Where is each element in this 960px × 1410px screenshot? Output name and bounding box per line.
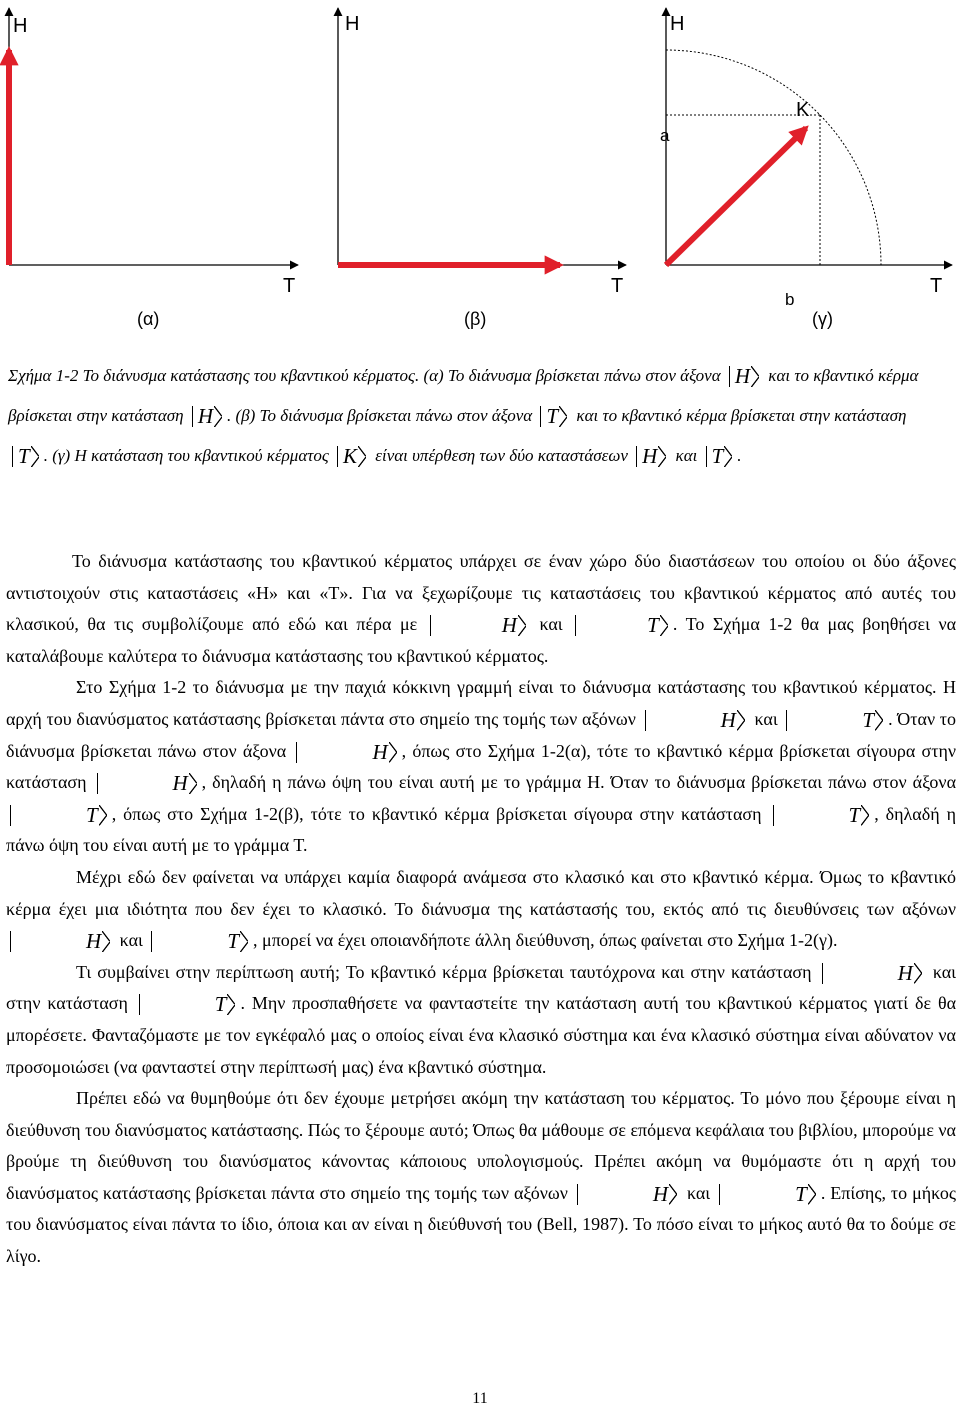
text: και xyxy=(539,614,563,635)
ket-h: H xyxy=(822,963,923,984)
text: . Το Σχήμα 1-2 θα μας βοηθήσει να καταλάβουμε καλύτερα το διάνυσμα κατάστασης του κβαντικού κέρματος. xyxy=(6,614,957,666)
caption-text: . (γ) Η κατάσταση του κβαντικού κέρματος xyxy=(43,446,329,465)
panel-a xyxy=(9,8,298,329)
text: , όπως στο Σχήμα 1-2(β), τότε το κβαντικό κέρμα βρίσκεται σίγουρα στην κατάσταση xyxy=(111,803,762,824)
ket-t: T xyxy=(773,805,871,826)
ket-t: T xyxy=(719,1184,817,1205)
text: Στο Σχήμα 1-2 το διάνυσμα με την παχιά κόκκινη γραμμή είναι το διάνυσμα κατάστασης του κβαντικού κέρματος. Η αρχή του διανύσματος κατάστασης βρίσκεται πάντα στο σημείο της τομής των αξόνων xyxy=(6,677,956,729)
ket-h: H xyxy=(296,742,397,763)
paragraph-4 xyxy=(6,957,956,1083)
body-text xyxy=(6,546,956,1273)
axis-t-label: T xyxy=(283,275,296,297)
ket-h: H xyxy=(636,446,667,467)
text: . Επίσης, το μήκος του διανύσματος είναι πάντα το ίδιο, όποια και αν είναι η διεύθυνσή του (Bell, 1987). Το πόσο είναι το μήκος αυτό θα το δούμε σε λίγο. xyxy=(6,1182,956,1267)
ket-t: T xyxy=(12,446,40,467)
ket-t: T xyxy=(151,931,249,952)
caption-text: . (β) Το διάνυσμα βρίσκεται πάνω στον άξονα xyxy=(227,406,533,425)
figure-caption xyxy=(8,356,928,476)
ket-h: H xyxy=(577,1184,678,1205)
text: . Όταν το διάνυσμα βρίσκεται πάνω στον άξονα xyxy=(6,708,957,761)
text: και xyxy=(686,1182,711,1203)
text: , δηλαδή η πάνω όψη του είναι αυτή με το γράμμα Τ. xyxy=(6,803,956,856)
caption-text: Σχήμα 1-2 Το διάνυσμα κατάστασης του κβαντικού κέρματος. (α) Το διάνυσμα βρίσκεται πάνω στον άξονα xyxy=(8,366,721,385)
text: και xyxy=(119,930,143,951)
ket-k: K xyxy=(337,446,367,467)
page-number: 11 xyxy=(472,1390,488,1407)
ket-h: H xyxy=(430,615,527,636)
ket-t: T xyxy=(10,805,108,826)
text: Το διάνυσμα κατάστασης του κβαντικού κέρματος υπάρχει σε έναν χώρο δύο διαστάσεων του οποίου οι δύο άξονες αντιστοιχούν στις καταστάσεις «Η» και «Τ». Για να ξεχωρίζουμε τις καταστάσεις του κβαντικού κέρματος από αυτές του κλασικού, θα τις συμβολίζουμε από εδώ και πέρα με xyxy=(6,551,956,635)
paragraph-3 xyxy=(6,862,956,957)
panel-b xyxy=(338,8,626,329)
axis-t-label: T xyxy=(930,275,943,297)
point-k-label: K xyxy=(796,99,810,121)
paragraph-2 xyxy=(6,672,956,862)
ket-t: T xyxy=(139,994,237,1015)
figure-1-2 xyxy=(0,0,960,340)
axis-h-label: H xyxy=(345,13,360,35)
panel-c-label: (γ) xyxy=(812,309,833,329)
panel-c xyxy=(660,8,952,329)
ket-t: T xyxy=(706,446,734,467)
axis-h-label: H xyxy=(13,15,28,37)
panel-a-label: (α) xyxy=(137,309,160,329)
text: Μέχρι εδώ δεν φαίνεται να υπάρχει καμία διαφορά ανάμεσα στο κλασικό και στο κβαντικό κέρμα. Όμως το κβαντικό κέρμα έχει μια ιδιότητα που δεν έχει το κλασικό. Το διάνυσμα της κατάστασής του, εκτός από τις διευθύνσεις των αξόνων xyxy=(6,866,956,919)
ket-h: H xyxy=(729,366,760,387)
text: και στην κατάσταση xyxy=(6,961,957,1014)
text: . Μην προσπαθήσετε να φανταστείτε την κατάσταση αυτή του κβαντικού κέρματος γιατί δε θα μπορέσετε. Φανταζόμαστε με τον εγκέφαλό μας ο οποίος είναι ένα κλασικό σύστημα και ένα κλασικό σύστημα είναι αδύνατον να προσομοιώσει (να φανταστεί στην περίπτωσή μας) ένα κβαντικό σύστημα. xyxy=(6,993,957,1077)
point-b-label: b xyxy=(785,290,795,309)
ket-h: H xyxy=(192,406,223,427)
state-vector xyxy=(666,128,806,265)
text: Τι συμβαίνει στην περίπτωση αυτή; Το κβαντικό κέρμα βρίσκεται ταυτόχρονα και στην κατάσταση xyxy=(76,961,812,982)
ket-t: T xyxy=(786,710,884,731)
point-a-label: a xyxy=(660,126,670,145)
caption-text: και το κβαντικό κέρμα βρίσκεται στην κατάσταση xyxy=(576,406,907,425)
ket-h: H xyxy=(645,710,746,731)
ket-t: T xyxy=(540,406,568,427)
text: , δηλαδή η πάνω όψη του είναι αυτή με το γράμμα Η. Όταν το διάνυσμα βρίσκεται πάνω στον άξονα xyxy=(201,772,957,793)
paragraph-5 xyxy=(6,1083,956,1273)
axis-h-label: H xyxy=(670,13,685,35)
caption-text: είναι υπέρθεση των δύο καταστάσεων xyxy=(375,446,628,465)
ket-t: T xyxy=(575,615,669,636)
text: Πρέπει εδώ να θυμηθούμε ότι δεν έχουμε μετρήσει ακόμη την κατάσταση του κέρματος. Το μόνο που ξέρουμε είναι η διεύθυνση του διανύσματος κατάστασης. Πώς το ξέρουμε αυτό; Όπως θα μάθουμε σε επόμενα κεφάλαια του βιβλίου, μπορούμε να βρούμε τη διεύθυνση του διανύσματος κάνοντας κάποιους υπολογισμούς. Πρέπει ακόμη να θυμόμαστε ότι η αρχή του διανύσματος κατάστασης βρίσκεται πάντα στο σημείο της τομής των αξόνων xyxy=(6,1088,956,1203)
text: , όπως στο Σχήμα 1-2(α), τότε το κβαντικό κέρμα βρίσκεται σίγουρα στην κατάσταση xyxy=(6,740,956,793)
text: και xyxy=(754,708,778,729)
paragraph-1 xyxy=(6,546,956,672)
text: , μπορεί να έχει οποιανδήποτε άλλη διεύθυνση, όπως φαίνεται στο Σχήμα 1-2(γ). xyxy=(253,930,838,951)
caption-text: και xyxy=(675,446,698,465)
ket-h: H xyxy=(10,931,111,952)
caption-text: . xyxy=(737,446,742,465)
caption-text: και το κβαντικό κέρμα βρίσκεται στην κατάσταση xyxy=(8,366,919,425)
ket-h: H xyxy=(97,773,198,794)
panel-b-label: (β) xyxy=(464,309,487,329)
axis-t-label: T xyxy=(611,275,624,297)
